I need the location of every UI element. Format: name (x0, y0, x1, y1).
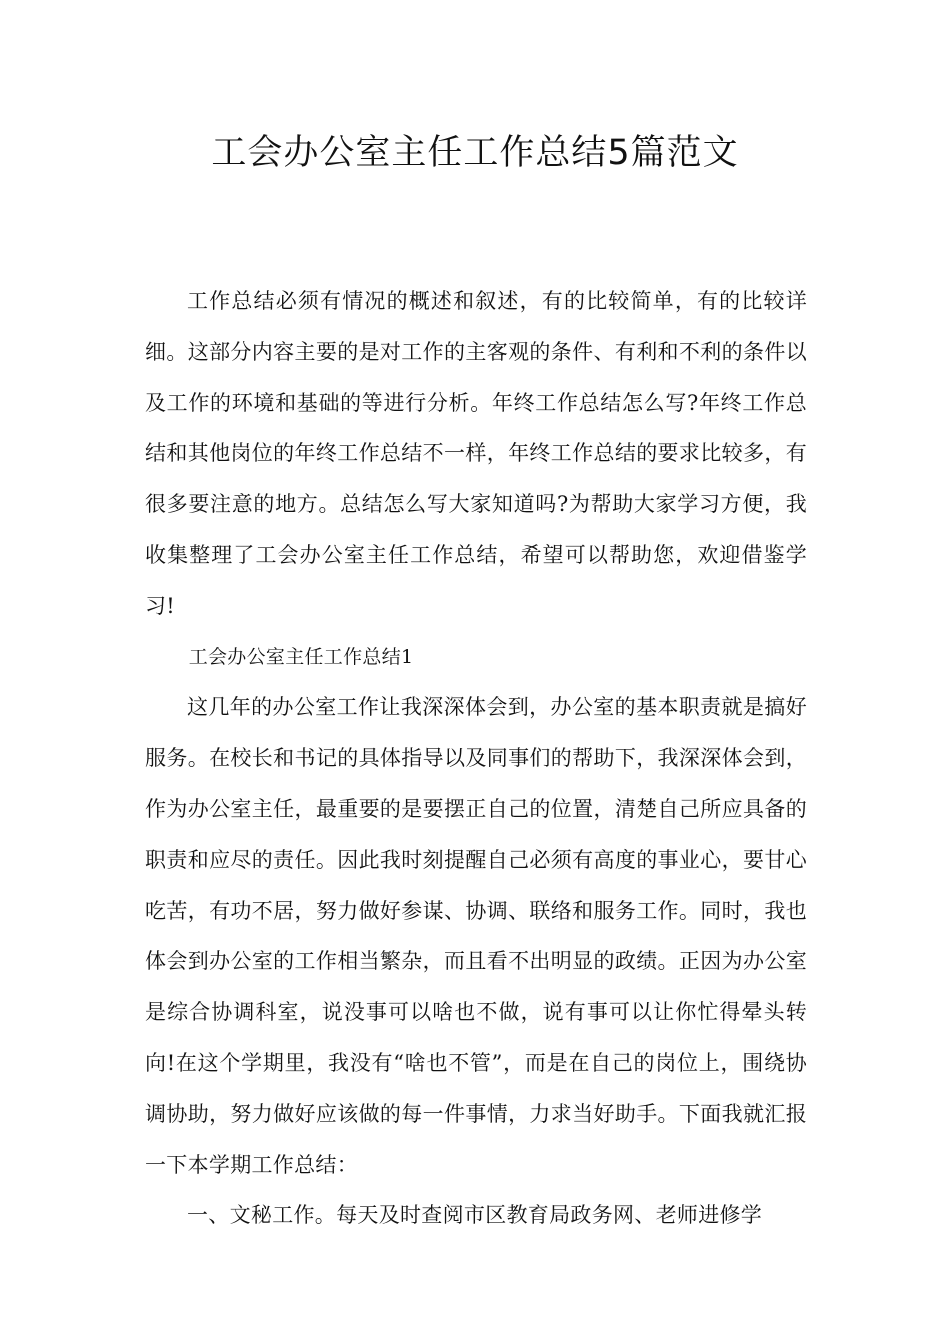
section-heading: 工会办公室主任工作总结1 (188, 645, 414, 668)
document-title: 工会办公室主任工作总结5篇范文 (211, 133, 739, 173)
document-body (145, 276, 807, 1241)
section-paragraph-item: 一、文秘工作。每天及时查阅市区教育局政务网、老师进修学 (187, 1203, 763, 1228)
intro-paragraph: 工作总结必须有情况的概述和叙述，有的比较简单，有的比较详细。这部分内容主要的是对工作的主客观的条件、有利和不利的条件以及工作的环境和基础的等进行分析。年终工作总结怎么写?年终工作总结和其他岗位的年终工作总结不一样，年终工作总结的要求比较多，有很多要注意的地方。总结怎么写大家知道吗?为帮助大家学习方便，我收集整理了工会办公室主任工作总结，希望可以帮助您，欢迎借鉴学习! (145, 289, 807, 618)
section-paragraph: 这几年的办公室工作让我深深体会到，办公室的基本职责就是搞好服务。在校长和书记的具体指导以及同事们的帮助下，我深深体会到，作为办公室主任，最重要的是要摆正自己的位置，清楚自己所应具备的职责和应尽的责任。因此我时刻提醒自己必须有高度的事业心，要甘心吃苦，有功不居，努力做好参谋、协调、联络和服务工作。同时，我也体会到办公室的工作相当繁杂，而且看不出明显的政绩。正因为办公室是综合协调科室，说没事可以啥也不做，说有事可以让你忙得晕头转向!在这个学期里，我没有“啥也不管”，而是在自己的岗位上，围绕协调协助，努力做好应该做的每一件事情，力求当好助手。下面我就汇报一下本学期工作总结： (145, 695, 807, 1177)
